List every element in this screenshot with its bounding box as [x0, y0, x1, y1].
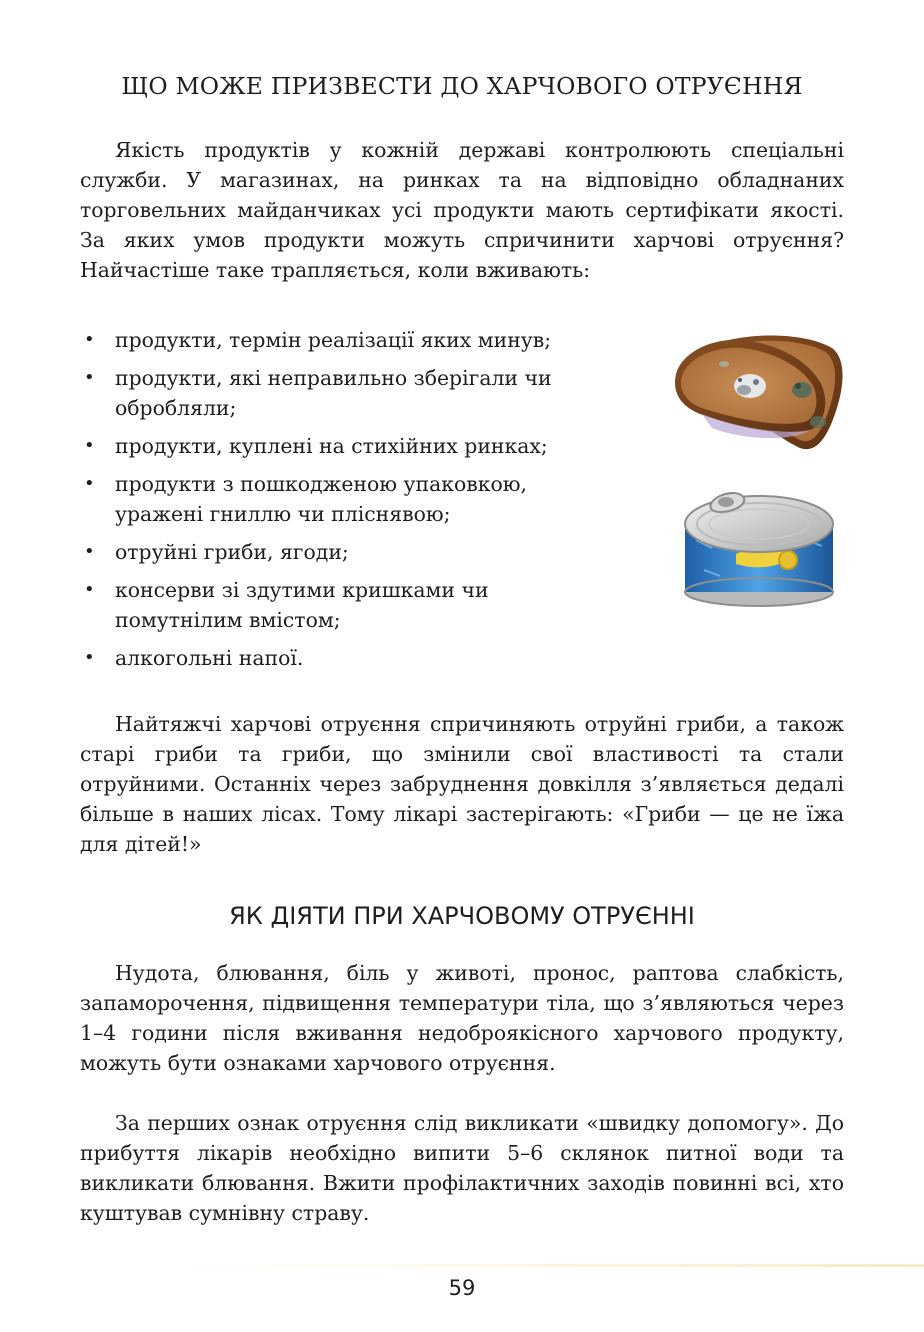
bullet-icon: •	[84, 367, 95, 388]
footer-divider	[180, 1264, 924, 1267]
bullet-icon: •	[84, 647, 95, 668]
page-number: 59	[448, 1276, 476, 1300]
list-item-text: алкогольні напої.	[115, 646, 304, 670]
list-item	[80, 537, 680, 567]
list-item-text: продукти з пошкодженою упаковкою, уражені гниллю чи пліснявою;	[115, 472, 527, 526]
list-item	[80, 431, 615, 461]
list-item	[80, 363, 615, 423]
intro-paragraph: Якість продуктів у кожній державі контролюють спеціальні служби. У магазинах, на ринках та на відповідно обладнаних торговельних майданчиках усі продукти мають сертифікати якості. За яких умов продукти можуть спричинити харчові отруєння? Найчастіше таке трапляється, коли вживають:	[80, 138, 844, 282]
causes-list	[80, 325, 680, 681]
section-title-first-aid: ЯК ДІЯТИ ПРИ ХАРЧОВОМУ ОТРУЄННІ	[229, 902, 695, 930]
list-item-text: продукти, термін реалізації яких минув;	[115, 328, 552, 352]
list-item	[80, 325, 695, 355]
list-item	[80, 469, 615, 529]
mushroom-warning-paragraph: Найтяжчі харчові отруєння спричиняють отруйні гриби, а також старі гриби та гриби, що змінили свої властивості та стали отруйними. Останніх через забруднення довкілля з’являється дедалі більше в наших лісах. Тому лікарі застерігають: «Гриби — це не їжа для дітей!»	[80, 712, 844, 856]
first-aid-paragraph: За перших ознак отруєння слід викликати «швидку допомогу». До прибуття лікарів необхідно випити 5–6 склянок питної води та викликати блювання. Вжити профілактичних заходів повинні всі, хто куштував сумнівну страву.	[80, 1111, 844, 1225]
list-item	[80, 643, 680, 673]
list-item-text: консерви зі здутими кришками чи помутнілим вмістом;	[115, 578, 489, 632]
list-item	[80, 575, 555, 635]
section-title-causes: ЩО МОЖЕ ПРИЗВЕСТИ ДО ХАРЧОВОГО ОТРУЄННЯ	[121, 72, 803, 100]
list-item-text: продукти, які неправильно зберігали чи обробляли;	[115, 366, 552, 420]
bullet-icon: •	[84, 541, 95, 562]
bullet-icon: •	[84, 435, 95, 456]
list-item-text: продукти, куплені на стихійних ринках;	[115, 434, 548, 458]
bullet-icon: •	[84, 579, 95, 600]
symptoms-paragraph: Нудота, блювання, біль у животі, пронос, раптова слабкість, запаморочення, підвищення температури тіла, що з’являються через 1–4 години після вживання недоброякісного харчового продукту, можуть бути ознаками харчового отруєння.	[80, 961, 844, 1075]
list-item-text: отруйні гриби, ягоди;	[115, 540, 349, 564]
tin-can-icon	[676, 484, 842, 608]
bullet-icon: •	[84, 329, 95, 350]
bullet-icon: •	[84, 473, 95, 494]
moldy-bread-icon	[672, 330, 848, 454]
